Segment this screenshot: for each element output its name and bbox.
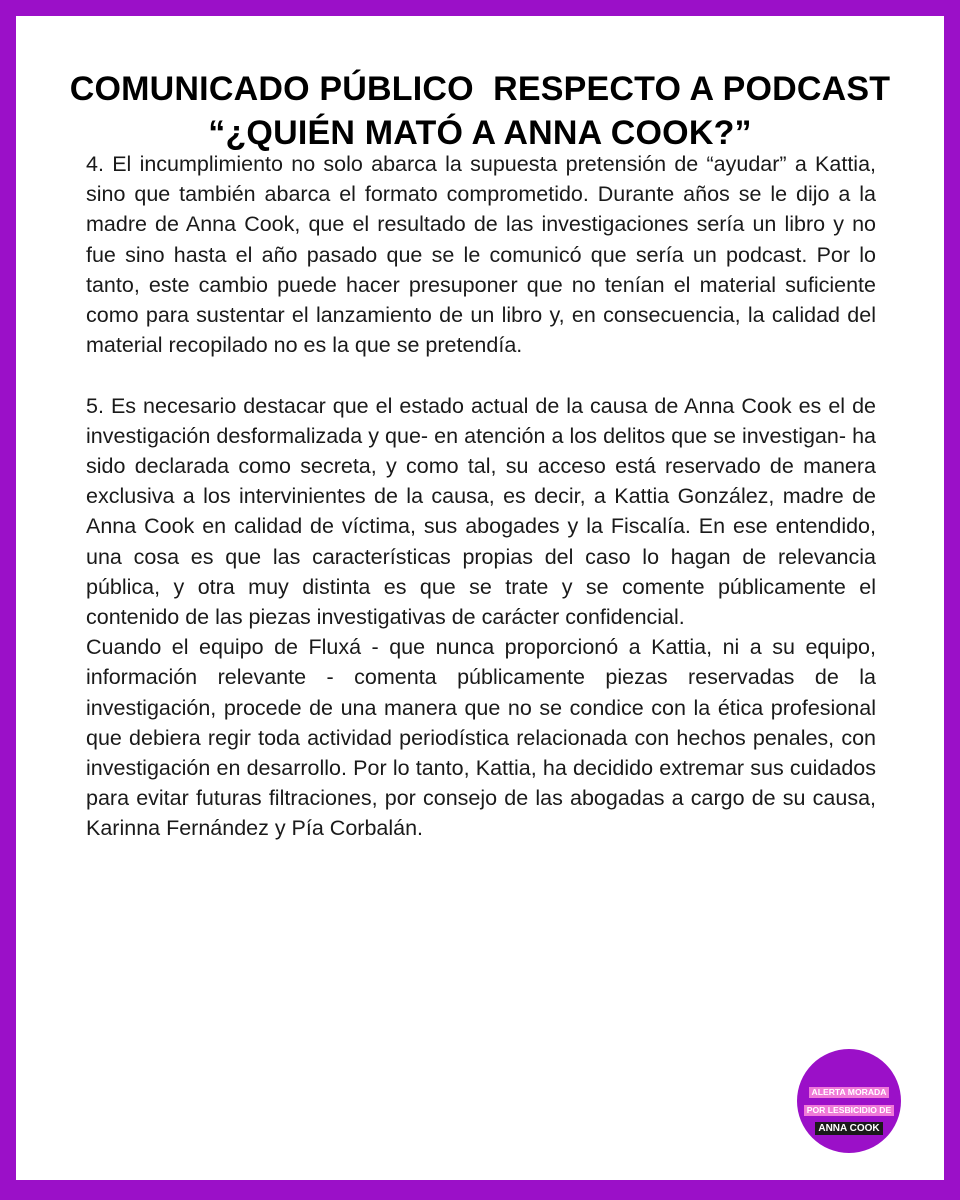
paragraph-fluxa: Cuando el equipo de Fluxá - que nunca proporcionó a Kattia, ni a su equipo, información relevante - comenta públicamente piezas reservadas de la investigación, procede de una manera que no se condice con la ética profesional que debiera regir toda actividad periodística relacionada con hechos penales, con investigación en desarrollo. Por lo tanto, Kattia, ha decidido extremar sus cuidados para evitar futuras filtraciones, por consejo de las abogadas a cargo de su causa, Karinna Fernández y Pía Corbalán.	[86, 635, 876, 841]
title-line-2: “¿QUIÉN MATÓ A ANNA COOK?”	[208, 113, 752, 152]
logo-line-3: ANNA COOK	[815, 1122, 882, 1135]
title-line-1: COMUNICADO PÚBLICO RESPECTO A PODCAST	[69, 69, 891, 108]
paragraph-point-5: 5. Es necesario destacar que el estado actual de la causa de Anna Cook es el de investigación desformalizada y que- en atención a los delitos que se investigan- ha sido declarada como secreta, y como tal, su acceso está reservado de manera exclusiva a los intervinientes de la causa, es decir, a Kattia González, madre de Anna Cook en calidad de víctima, sus abogades y la Fiscalía. En ese entendido, una cosa es que las características propias del caso lo hagan de relevancia pública, y otra muy distinta es que se trate y se comente públicamente el contenido de las piezas investigativas de carácter confidencial.	[86, 393, 876, 630]
logo-line-1: ALERTA MORADA	[809, 1087, 890, 1098]
statement-page	[16, 16, 944, 1180]
paragraph-point-4: 4. El incumplimiento no solo abarca la supuesta pretensión de “ayudar” a Kattia, sino que también abarca el formato comprometido. Durante años se le dijo a la madre de Anna Cook, que el resultado de las investigaciones sería un libro y no fue sino hasta el año pasado que se le comunicó que sería un podcast. Por lo tanto, este cambio puede hacer presuponer que no tenían el material suficiente como para sustentar el lanzamiento de un libro y, en consecuencia, la calidad del material recopilado no es la que se pretendía.	[86, 152, 876, 358]
logo-line-2: POR LESBICIDIO DE	[804, 1105, 895, 1116]
page-title	[16, 67, 944, 155]
alerta-morada-logo	[797, 1049, 901, 1153]
statement-body	[86, 149, 876, 844]
